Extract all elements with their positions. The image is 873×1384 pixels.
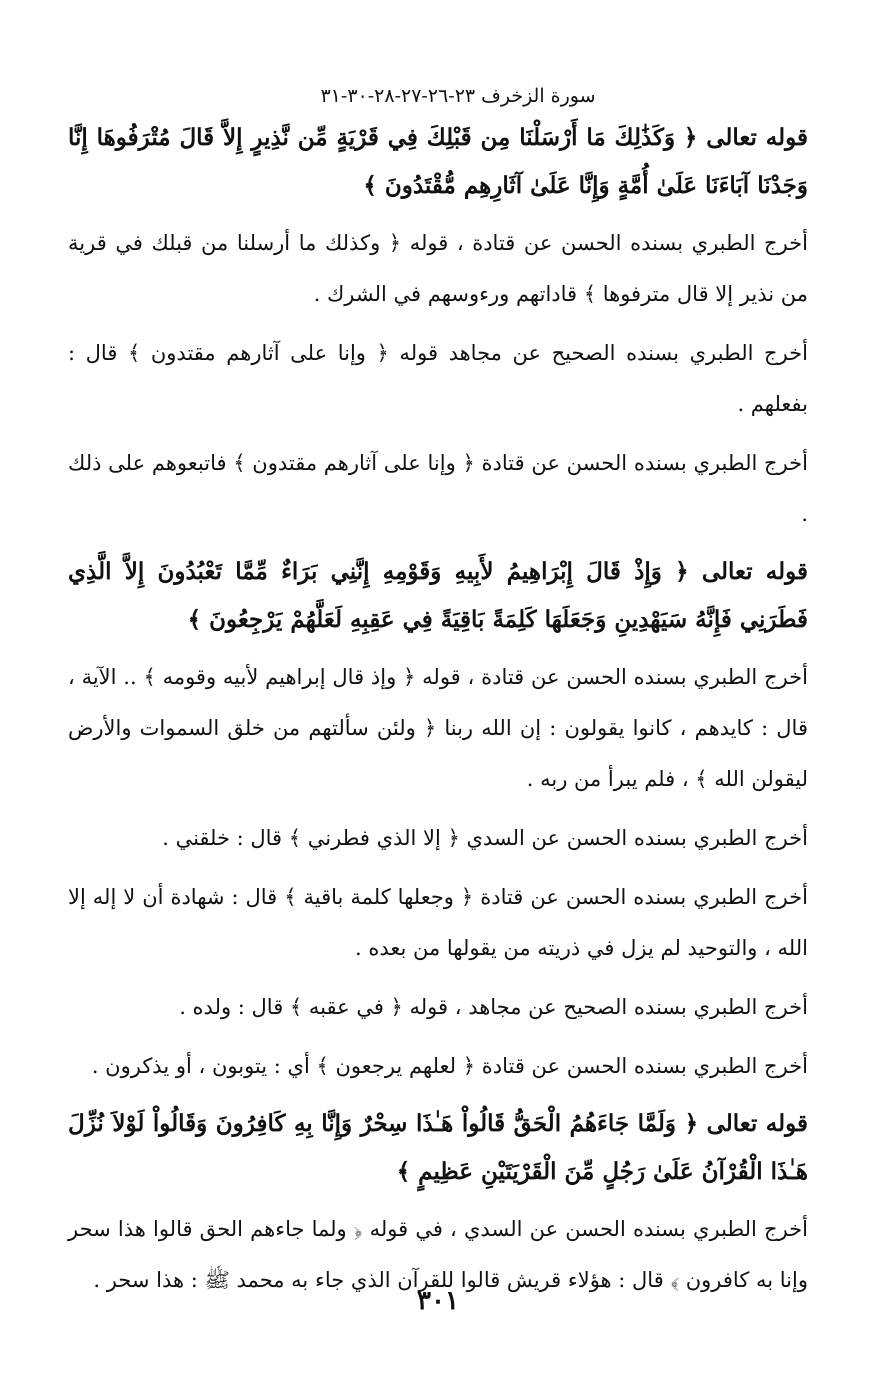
narration-paragraph: أخرج الطبري بسنده الحسن عن قتادة ﴿ لعلهم يرجعون ﴾ أي : يتوبون ، أو يذكرون . <box>91 1054 808 1078</box>
narration-paragraph: أخرج الطبري بسنده الحسن عن السدي ، في قوله ﴿ ولما جاءهم الحق قالوا هذا سحر وإنا به كافرون ﴾ قال : هؤلاء قريش قالوا للقرآن الذي جاء به محمد ﷺ : هذا سحر . <box>68 1217 808 1292</box>
narration-paragraph: أخرج الطبري بسنده الحسن عن قتادة ﴿ وجعلها كلمة باقية ﴾ قال : شهادة أن لا إله إلا الله ، والتوحيد لم يزل في ذريته من يقولها من بعده . <box>68 885 808 960</box>
narration-paragraph: أخرج الطبري بسنده الحسن عن السدي ﴿ إلا الذي فطرني ﴾ قال : خلقني . <box>162 826 808 850</box>
narration-paragraph: أخرج الطبري بسنده الحسن عن قتادة ، قوله ﴿ وكذلك ما أرسلنا من قبلك في قرية من نذير إلا قال مترفوها ﴾ قاداتهم ورءوسهم في الشرك . <box>68 231 808 306</box>
narration-paragraph: أخرج الطبري بسنده الصحيح عن مجاهد قوله ﴿ وإنا على آثارهم مقتدون ﴾ قال : بفعلهم . <box>68 341 808 416</box>
narration-paragraph: أخرج الطبري بسنده الحسن عن قتادة ، قوله ﴿ وإذ قال إبراهيم لأبيه وقومه ﴾ .. الآية ، قال : كايدهم ، كانوا يقولون : إن الله ربنا ﴿ ولئن سألتهم من خلق السموات والأرض ليقولن الله ﴾ ، فلم يبرأ من ربه . <box>68 665 808 791</box>
book-page <box>68 0 808 1384</box>
verse-heading: قوله تعالى ﴿ وَإِذْ قَالَ إِبْرَاهِيمُ لأَبِيهِ وَقَوْمِهِ إِنَّنِي بَرَاءٌ مِّمَّا تَعْبُدُونَ إِلاَّ الَّذِي فَطَرَنِي فَإِنَّهُ سَيَهْدِينِ وَجَعَلَهَا كَلِمَةً بَاقِيَةً فِي عَقِبِهِ لَعَلَّهُمْ يَرْجِعُونَ ﴾ <box>68 558 808 633</box>
running-header: سورة الزخرف ٢٣-٢٦-٢٧-٢٨-٣٠-٣١ <box>320 85 596 107</box>
page-body <box>68 114 808 1314</box>
narration-paragraph: أخرج الطبري بسنده الحسن عن قتادة ﴿ وإنا على آثارهم مقتدون ﴾ فاتبعوهم على ذلك . <box>68 451 808 526</box>
page-number: ٣٠١ <box>417 1286 459 1316</box>
narration-paragraph: أخرج الطبري بسنده الصحيح عن مجاهد ، قوله ﴿ في عقبه ﴾ قال : ولده . <box>179 995 808 1019</box>
verse-heading: قوله تعالى ﴿ وَلَمَّا جَاءَهُمُ الْحَقُّ قَالُواْ هَـٰذَا سِحْرٌ وَإِنَّا بِهِ كَافِرُونَ وَقَالُواْ لَوْلاَ نُزِّلَ هَـٰذَا الْقُرْآنُ عَلَىٰ رَجُلٍ مِّنَ الْقَرْيَتَيْنِ عَظِيمٍ ﴾ <box>68 1110 808 1185</box>
verse-heading: قوله تعالى ﴿ وَكَذَٰلِكَ مَا أَرْسَلْنَا مِن قَبْلِكَ فِي قَرْيَةٍ مِّن نَّذِيرٍ إِلاَّ قَالَ مُتْرَفُوهَا إِنَّا وَجَدْنَا آبَاءَنَا عَلَىٰ أُمَّةٍ وَإِنَّا عَلَىٰ آثَارِهِم مُّقْتَدُونَ ﴾ <box>68 124 808 199</box>
